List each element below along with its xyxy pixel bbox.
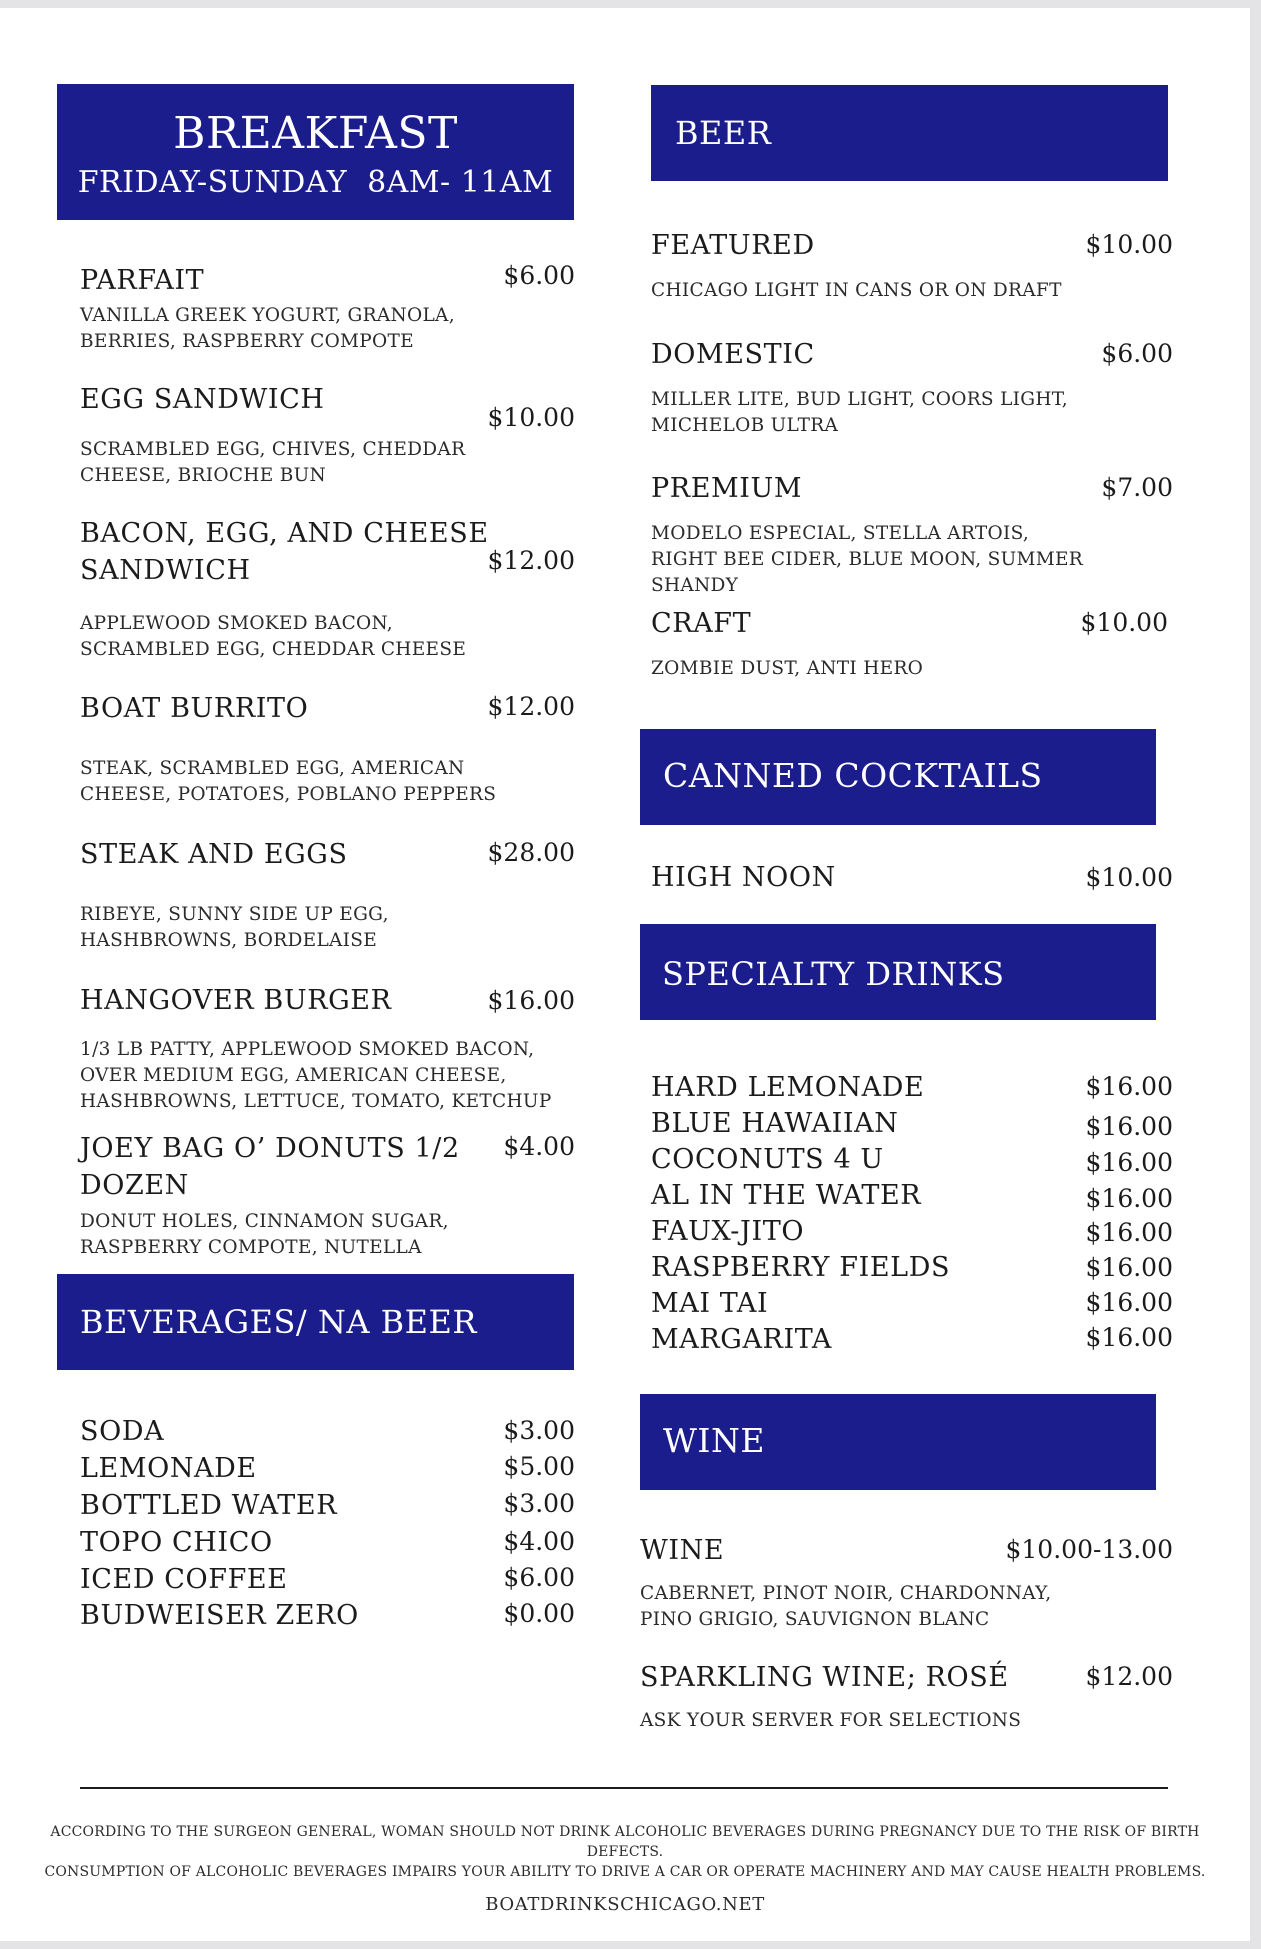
canned-cocktails-header (640, 729, 1156, 825)
beverage-name: ICED COFFEE (80, 1564, 288, 1595)
beverage-name: BOTTLED WATER (80, 1490, 338, 1521)
specialty-drink-price: $16.00 (1085, 1184, 1173, 1213)
wine-item-name: WINE (640, 1535, 725, 1566)
legal-line-1: ACCORDING TO THE SURGEON GENERAL, WOMAN SHOULD NOT DRINK ALCOHOLIC BEVERAGES DURING PREGNANCY DUE TO THE RISK OF BIRTH DEFECTS. (50, 1824, 1200, 1860)
beverages-header (57, 1274, 574, 1370)
beer-category-price: $7.00 (1101, 473, 1173, 502)
beer-category-price: $6.00 (1101, 339, 1173, 368)
canned-cocktail-price: $10.00 (1085, 863, 1173, 892)
breakfast-header (57, 84, 574, 220)
menu-item-price: $12.00 (487, 692, 575, 721)
wine-item-description: CABERNET, PINOT NOIR, CHARDONNAY, PINO GRIGIO, SAUVIGNON BLANC (640, 1583, 1052, 1630)
menu-item-description: 1/3 LB PATTY, APPLEWOOD SMOKED BACON, OVER MEDIUM EGG, AMERICAN CHEESE, HASHBROWNS, LETTUCE, TOMATO, KETCHUP (80, 1039, 552, 1112)
beer-category-name: FEATURED (651, 230, 815, 261)
beverage-name: TOPO CHICO (80, 1527, 273, 1558)
specialty-drink-name: RASPBERRY FIELDS (651, 1252, 951, 1283)
specialty-drink-price: $16.00 (1085, 1218, 1173, 1247)
menu-item-price: $12.00 (487, 546, 575, 575)
beverage-price: $4.00 (503, 1527, 575, 1556)
website-link[interactable]: BOATDRINKSCHICAGO.NET (485, 1894, 765, 1915)
wine-title: WINE (663, 1421, 765, 1460)
canned-cocktail-name: HIGH NOON (651, 862, 836, 893)
specialty-drinks-title: SPECIALTY DRINKS (662, 955, 1005, 993)
menu-item-price: $28.00 (487, 838, 575, 867)
beverage-name: SODA (80, 1416, 165, 1447)
beer-category-description: MILLER LITE, BUD LIGHT, COORS LIGHT, MICHELOB ULTRA (651, 389, 1068, 436)
legal-disclaimer (30, 1822, 1220, 1882)
specialty-drink-price: $16.00 (1085, 1253, 1173, 1282)
beer-category-price: $10.00 (1080, 608, 1168, 637)
beer-title: BEER (675, 114, 772, 152)
specialty-drink-name: BLUE HAWAIIAN (651, 1108, 899, 1139)
menu-item-description: APPLEWOOD SMOKED BACON, SCRAMBLED EGG, CHEDDAR CHEESE (80, 613, 467, 660)
beverage-price: $6.00 (503, 1563, 575, 1592)
breakfast-title: BREAKFAST (173, 108, 458, 159)
beverage-price: $5.00 (503, 1452, 575, 1481)
specialty-drink-name: COCONUTS 4 U (651, 1144, 884, 1175)
beer-category-price: $10.00 (1085, 230, 1173, 259)
menu-item-price: $16.00 (487, 986, 575, 1015)
beverage-price: $3.00 (503, 1489, 575, 1518)
specialty-drink-name: MARGARITA (651, 1324, 832, 1355)
specialty-drink-name: HARD LEMONADE (651, 1072, 925, 1103)
footer-divider (80, 1787, 1168, 1789)
menu-item-description: VANILLA GREEK YOGURT, GRANOLA, BERRIES, RASPBERRY COMPOTE (80, 305, 455, 352)
beverage-name: LEMONADE (80, 1453, 257, 1484)
specialty-drink-price: $16.00 (1085, 1288, 1173, 1317)
menu-item-description: STEAK, SCRAMBLED EGG, AMERICAN CHEESE, POTATOES, POBLANO PEPPERS (80, 758, 497, 805)
specialty-drink-price: $16.00 (1085, 1072, 1173, 1101)
menu-item-name: STEAK AND EGGS (80, 839, 348, 870)
breakfast-hours: FRIDAY-SUNDAY 8AM- 11AM (77, 165, 554, 200)
beer-header (651, 85, 1168, 181)
wine-item-description: ASK YOUR SERVER FOR SELECTIONS (640, 1710, 1022, 1731)
beverage-price: $0.00 (503, 1599, 575, 1628)
menu-item-name: HANGOVER BURGER (80, 985, 392, 1016)
beer-category-name: DOMESTIC (651, 339, 815, 370)
beverage-name: BUDWEISER ZERO (80, 1600, 359, 1631)
menu-item-description: SCRAMBLED EGG, CHIVES, CHEDDAR CHEESE, BRIOCHE BUN (80, 439, 466, 486)
beer-category-description: MODELO ESPECIAL, STELLA ARTOIS, RIGHT BEE CIDER, BLUE MOON, SUMMER SHANDY (651, 523, 1084, 596)
beer-category-description: ZOMBIE DUST, ANTI HERO (651, 658, 924, 679)
menu-item-name: BACON, EGG, AND CHEESE SANDWICH (80, 518, 489, 586)
beer-category-description: CHICAGO LIGHT IN CANS OR ON DRAFT (651, 280, 1062, 301)
menu-item-price: $10.00 (487, 403, 575, 432)
menu-item-price: $4.00 (503, 1132, 575, 1161)
specialty-drink-name: AL IN THE WATER (651, 1180, 922, 1211)
beverages-title: BEVERAGES/ NA BEER (80, 1303, 477, 1341)
wine-header (640, 1394, 1156, 1490)
wine-item-price: $10.00-13.00 (1005, 1535, 1173, 1564)
menu-item-name: JOEY BAG O’ DONUTS 1/2 DOZEN (80, 1133, 460, 1201)
specialty-drink-name: MAI TAI (651, 1288, 769, 1319)
wine-item-name: SPARKLING WINE; ROSÉ (640, 1662, 1009, 1693)
menu-item-name: EGG SANDWICH (80, 384, 325, 415)
wine-item-price: $12.00 (1085, 1662, 1173, 1691)
specialty-drinks-header (640, 924, 1156, 1020)
specialty-drink-name: FAUX-JITO (651, 1216, 805, 1247)
menu-item-description: DONUT HOLES, CINNAMON SUGAR, RASPBERRY COMPOTE, NUTELLA (80, 1211, 449, 1258)
specialty-drink-price: $16.00 (1085, 1112, 1173, 1141)
specialty-drink-price: $16.00 (1085, 1323, 1173, 1352)
menu-page (0, 8, 1250, 1941)
beer-category-name: PREMIUM (651, 473, 803, 504)
menu-item-price: $6.00 (503, 261, 575, 290)
menu-item-name: BOAT BURRITO (80, 693, 309, 724)
beer-category-name: CRAFT (651, 608, 752, 639)
menu-item-description: RIBEYE, SUNNY SIDE UP EGG, HASHBROWNS, BORDELAISE (80, 904, 389, 951)
specialty-drink-price: $16.00 (1085, 1148, 1173, 1177)
menu-item-name: PARFAIT (80, 265, 205, 296)
beverage-price: $3.00 (503, 1416, 575, 1445)
canned-cocktails-title: CANNED COCKTAILS (663, 756, 1043, 795)
legal-line-2: CONSUMPTION OF ALCOHOLIC BEVERAGES IMPAIRS YOUR ABILITY TO DRIVE A CAR OR OPERATE MACHINERY AND MAY CAUSE HEALTH PROBLEMS. (44, 1864, 1206, 1880)
